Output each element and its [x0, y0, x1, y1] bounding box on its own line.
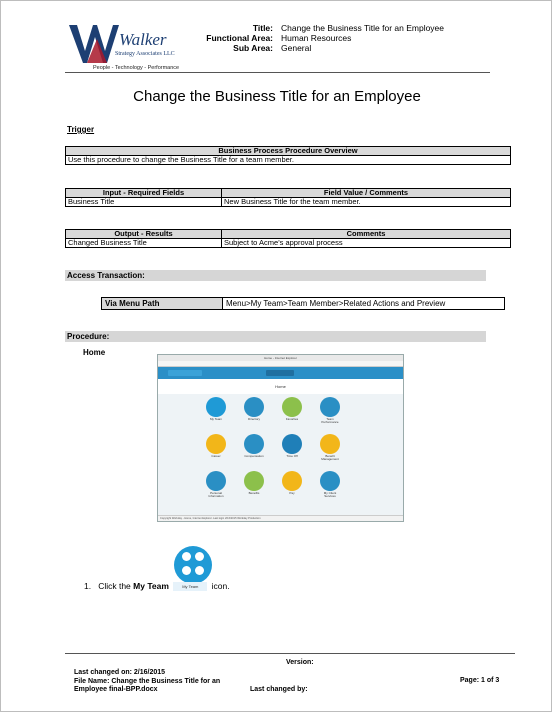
- logo-company-name: Walker: [119, 30, 167, 49]
- tile-label: Favorites: [285, 417, 299, 421]
- tile-icon: [206, 471, 226, 491]
- footer-divider: [65, 653, 515, 654]
- footer-last-changed-by: Last changed by:: [250, 686, 308, 693]
- tile-label: Team Performance: [321, 417, 339, 424]
- meta-value: Change the Business Title for an Employee: [281, 23, 445, 33]
- tile-label: My Team: [209, 417, 223, 421]
- output-col-header: Output - Results: [66, 230, 222, 239]
- person-icon: [195, 552, 204, 561]
- meta-row-title: [201, 23, 444, 33]
- screenshot-window-title: Home - Internet Explorer: [158, 355, 403, 361]
- meta-key: Title:: [252, 23, 273, 33]
- meta-row-functional-area: [201, 33, 444, 43]
- input-col-header: Input - Required Fields: [66, 189, 222, 198]
- meta-key: Sub Area:: [233, 43, 273, 53]
- screenshot-tile: [242, 471, 266, 495]
- tile-label: Directory: [247, 417, 260, 421]
- document-title: Change the Business Title for an Employee: [133, 88, 421, 105]
- person-icon: [195, 566, 204, 575]
- person-icon: [182, 552, 191, 561]
- my-team-icon: [174, 546, 212, 584]
- tile-icon: [282, 434, 302, 454]
- input-table: [65, 188, 511, 207]
- screenshot-search-box: [168, 370, 202, 376]
- footer-file-name-2: Employee final-BPP.docx: [74, 686, 158, 693]
- tile-icon: [244, 471, 264, 491]
- output-table: [65, 229, 511, 248]
- tile-label: Personal Information: [208, 491, 224, 498]
- tile-label: Benefits: [248, 491, 260, 495]
- screenshot-tile: [280, 471, 304, 495]
- meta-key: Functional Area:: [206, 33, 273, 43]
- overview-table: [65, 146, 511, 165]
- screenshot-page-heading: Home: [158, 379, 403, 394]
- document-meta: [201, 23, 444, 53]
- screenshot-brand-logo: [266, 370, 294, 376]
- tile-label: Benefit Management: [321, 454, 339, 461]
- access-transaction-heading: Access Transaction:: [65, 270, 486, 281]
- screenshot-tile: [280, 434, 304, 458]
- tile-icon: [320, 397, 340, 417]
- screenshot-tile: [242, 397, 266, 421]
- meta-value: Human Resources: [281, 33, 352, 43]
- tile-label: Pay: [289, 491, 295, 495]
- screenshot-tile: [242, 434, 266, 458]
- procedure-heading: Procedure:: [65, 331, 486, 342]
- walker-logo-mark: [67, 21, 195, 67]
- screenshot-tile: [318, 471, 342, 498]
- output-col-header: Comments: [222, 230, 511, 239]
- tile-icon: [244, 434, 264, 454]
- output-cell: Changed Business Title: [66, 239, 222, 248]
- meta-value: General: [281, 43, 312, 53]
- tile-label: Career: [211, 454, 221, 458]
- overview-header: Business Process Procedure Overview: [66, 147, 511, 156]
- step-suffix: icon.: [211, 581, 230, 591]
- person-icon: [182, 566, 191, 575]
- tile-icon: [206, 434, 226, 454]
- screenshot-tile: [318, 434, 342, 461]
- tile-icon: [244, 397, 264, 417]
- footer-last-changed-on: Last changed on: 2/16/2015: [74, 669, 166, 676]
- home-screenshot: [157, 354, 404, 522]
- tile-label: My Client Services: [323, 491, 337, 498]
- tile-icon: [320, 471, 340, 491]
- step-target: My Team: [133, 581, 169, 591]
- step-prefix: Click the: [98, 581, 131, 591]
- output-cell: Subject to Acme's approval process: [222, 239, 511, 248]
- tile-label: Compensation: [244, 454, 264, 458]
- menu-path-label: Via Menu Path: [102, 298, 223, 309]
- step-number: 1.: [84, 581, 92, 591]
- company-tagline: People - Technology - Performance: [93, 65, 180, 71]
- screenshot-status-bar: Copyright Workday - Home, Internet Explorer. Last login 2/16/2015 Workday Production: [158, 515, 403, 521]
- input-cell: Business Title: [66, 198, 222, 207]
- my-team-button-caption: My Team: [173, 582, 207, 591]
- menu-path-box: [101, 297, 505, 310]
- tile-icon: [320, 434, 340, 454]
- screenshot-tile: [204, 434, 228, 458]
- tile-icon: [282, 471, 302, 491]
- screenshot-tile: [280, 397, 304, 421]
- menu-path-value: Menu>My Team>Team Member>Related Actions and Preview: [226, 299, 446, 308]
- footer-version: Version:: [286, 659, 314, 666]
- overview-text: Use this procedure to change the Business Title for a team member.: [66, 156, 511, 165]
- screenshot-nav-bar: [158, 367, 403, 379]
- tile-label: Time Off: [286, 454, 298, 458]
- procedure-step-1: [84, 581, 230, 591]
- footer-page-number: Page: 1 of 3: [460, 677, 500, 684]
- screenshot-tile: [318, 397, 342, 424]
- tile-icon: [206, 397, 226, 417]
- tile-icon: [282, 397, 302, 417]
- logo-company-sub: Strategy Associates LLC: [115, 51, 175, 57]
- header-divider: [65, 72, 490, 73]
- meta-row-sub-area: [201, 43, 444, 53]
- input-cell: New Business Title for the team member.: [222, 198, 511, 207]
- input-col-header: Field Value / Comments: [222, 189, 511, 198]
- screenshot-tile: [204, 471, 228, 498]
- screenshot-tile: [204, 397, 228, 421]
- home-label: Home: [83, 348, 106, 357]
- trigger-heading: Trigger: [67, 125, 95, 134]
- footer-file-name-1: File Name: Change the Business Title for an: [74, 678, 221, 685]
